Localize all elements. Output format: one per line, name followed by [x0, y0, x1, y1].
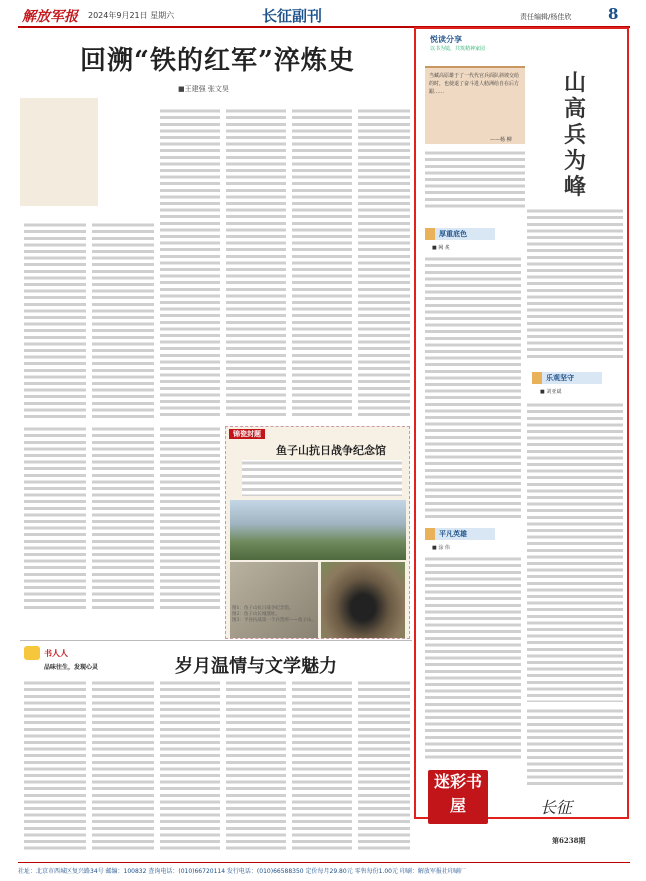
sidebar-body-5: [527, 708, 623, 788]
quote-author: ——杨 柳: [490, 137, 512, 143]
tab-heading-1: 厚重底色: [425, 228, 495, 240]
editor-credit: 责任编辑/杨佳欣: [520, 13, 572, 21]
article2-body-col6: [358, 680, 410, 850]
article-title: 回溯“铁的红军”淬炼史: [80, 46, 355, 76]
tab-author-1: ■ 阙 炙: [432, 245, 450, 251]
article-body-col1: [24, 222, 86, 418]
footer-bar: [18, 862, 630, 876]
sidebar-body-4: [425, 556, 521, 762]
section-divider: [20, 640, 412, 641]
lower-body-col1: [24, 426, 86, 610]
tab-heading-3: 平凡英雄: [425, 528, 495, 540]
article-body-col6: [358, 108, 410, 418]
book-icon: [24, 646, 40, 660]
article2-title: 岁月温情与文学魅力: [175, 656, 337, 677]
monument-photo: [230, 562, 318, 638]
article-body-col4: [226, 108, 286, 418]
photo-feature-label: 锦瓷封题: [229, 429, 265, 439]
tab-author-3: ■ 涂 伟: [432, 545, 450, 551]
newspaper-logo: 解放军报: [22, 9, 78, 25]
camouflage-bookshelf-stamp: 迷彩书屋: [428, 770, 488, 824]
changzheng-signature: 长征: [540, 798, 573, 817]
article-body-col5: [292, 108, 352, 418]
photo-feature-intro: [242, 460, 402, 496]
quote-box: 当藏高原雄于了一代代官兵面队斜坡交给的时，也使退了奋斗进人舫洲给自在后方跟……: [425, 66, 525, 144]
issue-number: 第6238期: [552, 836, 586, 845]
photo-captions: 图1：鱼子山抗日战争纪念馆。 图2：鱼子山长城遗址。 图3：平谷抗战第一个兵营所——鱼子山。: [232, 606, 316, 623]
great-wall-photo: [230, 500, 406, 560]
tab-author-2: ■ 刘亚斌: [540, 389, 562, 395]
article2-body-col1: [24, 680, 86, 850]
article2-body-col5: [292, 680, 352, 850]
article-body-col2: [92, 222, 154, 418]
article-author: ■王建强 张文昊: [178, 85, 229, 93]
page-number: 8: [608, 5, 619, 23]
sidebar-banner: 悦读分享 以书为镜，共筑精神家园: [430, 34, 486, 52]
photo-feature-title: 鱼子山抗日战争纪念馆: [276, 444, 386, 457]
sidebar-body-3: [527, 402, 623, 702]
lower-body-col2: [92, 426, 154, 610]
article-body-col3: [160, 108, 220, 418]
article2-body-col2: [92, 680, 154, 850]
article2-body-col4: [226, 680, 286, 850]
article2-body-col3: [160, 680, 220, 850]
book-cover-area: [20, 98, 98, 206]
cave-photo: [321, 562, 405, 638]
tab-heading-2: 乐观坚守: [532, 372, 602, 384]
footer-text: 社址：北京市西城区复兴路34号 邮编：100832 查询电话：(010)66720114 发行电话：(010)66588350 定价每月29.80元 零售每份1.00元 印刷：解放军报社印刷厂: [18, 868, 466, 875]
sidebar-vertical-title: 山高兵为峰: [563, 70, 586, 200]
section-title: 长征副刊: [262, 7, 323, 25]
sidebar-body-2: [527, 208, 623, 358]
sidebar-body-1: [425, 256, 521, 518]
lower-body-col3: [160, 426, 220, 610]
issue-date: 2024年9月21日 星期六: [88, 11, 175, 20]
sidebar-intro: [425, 150, 525, 210]
